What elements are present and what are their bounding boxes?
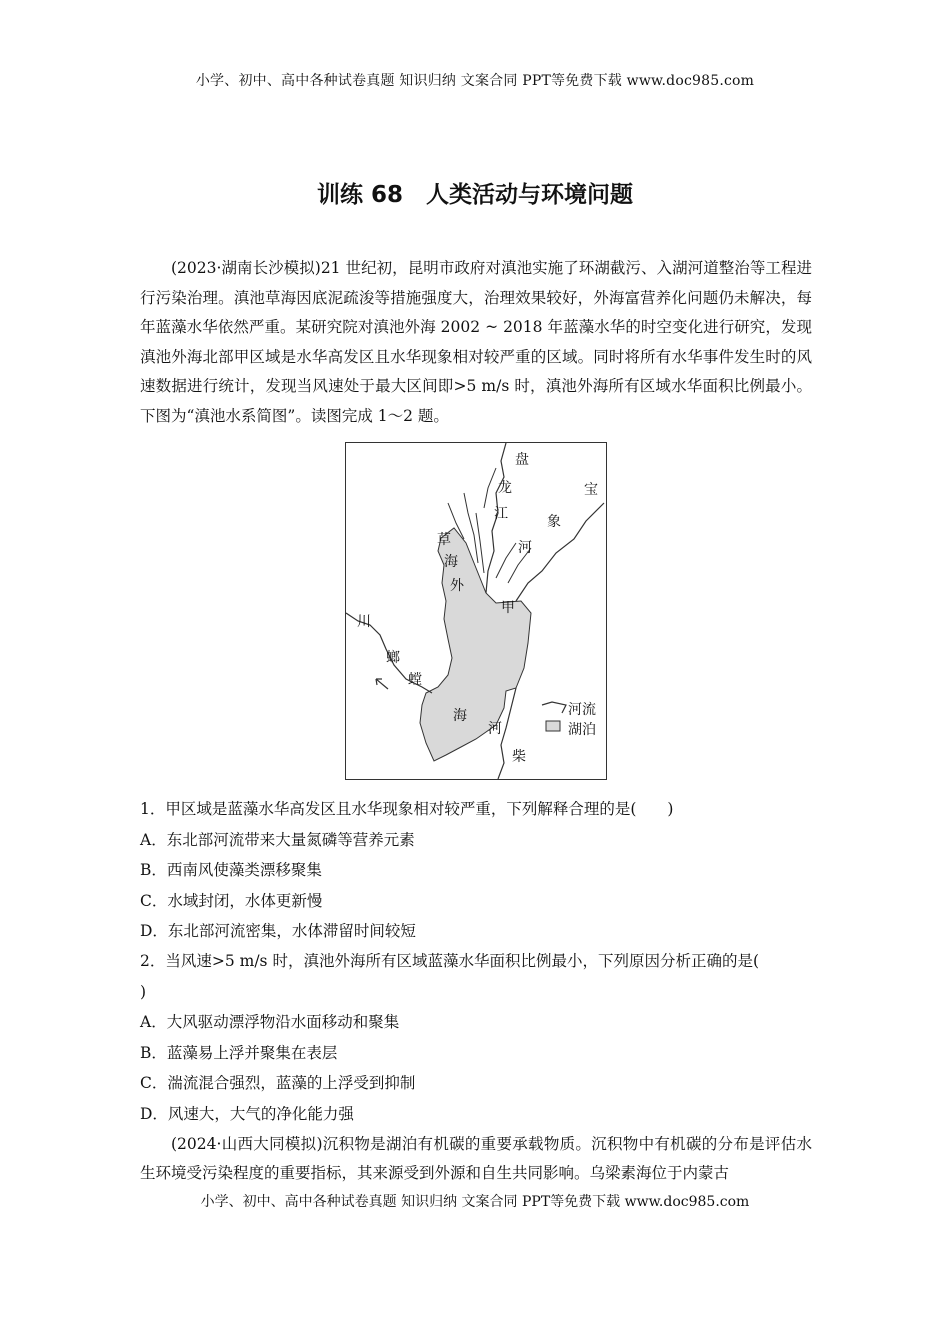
legend-lake-label: 湖泊 [568, 722, 596, 738]
label-pan: 盘 [515, 452, 529, 468]
label-cao: 草 [437, 532, 451, 548]
label-he-baoxiang: 河 [518, 540, 532, 556]
legend-river-symbol [542, 702, 566, 713]
label-long: 龙 [498, 480, 512, 496]
tributary-3 [476, 513, 484, 573]
label-lang: 螂 [386, 650, 400, 666]
question-2-option-c: C．湍流混合强烈，蓝藻的上浮受到抑制 [140, 1074, 416, 1092]
question-1-option-c: C．水域封闭，水体更新慢 [140, 891, 323, 910]
intro-paragraph-2: (2024·山西大同模拟)沉积物是湖泊有机碳的重要承载物质。沉积物中有机碳的分布是评估水生环境受污染程度的重要指标，其来源受到外源和自生共同影响。乌梁素海位于内蒙古 [140, 1135, 812, 1182]
legend-river-label: 河流 [568, 702, 596, 718]
page-header: 小学、初中、高中各种试卷真题 知识归纳 文案合同 PPT等免费下载 www.doc985.com [195, 73, 755, 89]
question-1-option-d: D．东北部河流密集，水体滞留时间较短 [140, 922, 416, 940]
label-chuan: 川 [357, 614, 371, 630]
label-hai-caohai: 海 [444, 554, 458, 570]
lake-shape [420, 528, 531, 761]
question-1-option-b: B．西南风使藻类漂移聚集 [140, 861, 322, 879]
question-2-stem-end: ) [140, 982, 147, 1001]
intro-paragraph-1: (2023·湖南长沙模拟)21 世纪初，昆明市政府对滇池实施了环湖截污、入湖河道整治等工程进行污染治理。滇池草海因底泥疏浚等措施强度大，治理效果较好，外海富营养化问题仍未解决，每年蓝藻水华依然严重。某研究院对滇池外海 2002 ~ 2018 年蓝藻水华的时空变化进行研究，发现滇池外海北部甲区域是水华高发区且水华现象相对较严重的区域。同时将所有水华事件发生时的风速数据进行统计，发现当风速处于最大区间即>5 m/s 时，滇池外海所有区域水华面积比例最小。下图为“滇池水系简图”。读图完成 1～2 题。 [140, 259, 812, 425]
label-he-chai: 河 [488, 721, 502, 737]
question-2-stem: 2．当风速>5 m/s 时，滇池外海所有区域蓝藻水华面积比例最小，下列原因分析正确的是( [140, 952, 759, 970]
label-bao: 宝 [584, 482, 598, 498]
question-2-option-a: A．大风驱动漂浮物沿水面移动和聚集 [140, 1013, 400, 1031]
question-2-option-b: B．蓝藻易上浮并聚集在表层 [140, 1043, 338, 1062]
page-footer: 小学、初中、高中各种试卷真题 知识归纳 文案合同 PPT等免费下载 www.doc985.com [200, 1194, 750, 1210]
label-hai-waihai: 海 [453, 708, 467, 724]
label-jia: 甲 [501, 600, 515, 616]
page-title: 训练 68 人类活动与环境问题 [316, 182, 633, 208]
label-tang: 螳 [408, 672, 422, 688]
dianchi-map [345, 442, 607, 780]
map-drawing [346, 443, 606, 779]
tributary-4 [496, 543, 516, 578]
question-1-option-a: A．东北部河流带来大量氮磷等营养元素 [140, 830, 415, 849]
legend-lake-symbol [546, 721, 560, 731]
question-2 [140, 946, 820, 1129]
question-2-option-d: D．风速大，大气的净化能力强 [140, 1104, 354, 1123]
label-xiang: 象 [547, 514, 561, 530]
label-jiang: 江 [494, 506, 508, 522]
question-1-stem: 1．甲区域是蓝藻水华高发区且水华现象相对较严重，下列解释合理的是( ) [140, 800, 674, 818]
label-chai: 柴 [512, 749, 526, 765]
label-wai: 外 [450, 578, 464, 594]
question-1 [140, 794, 820, 947]
tributary-6 [484, 468, 496, 508]
outflow-arrow [376, 679, 388, 689]
